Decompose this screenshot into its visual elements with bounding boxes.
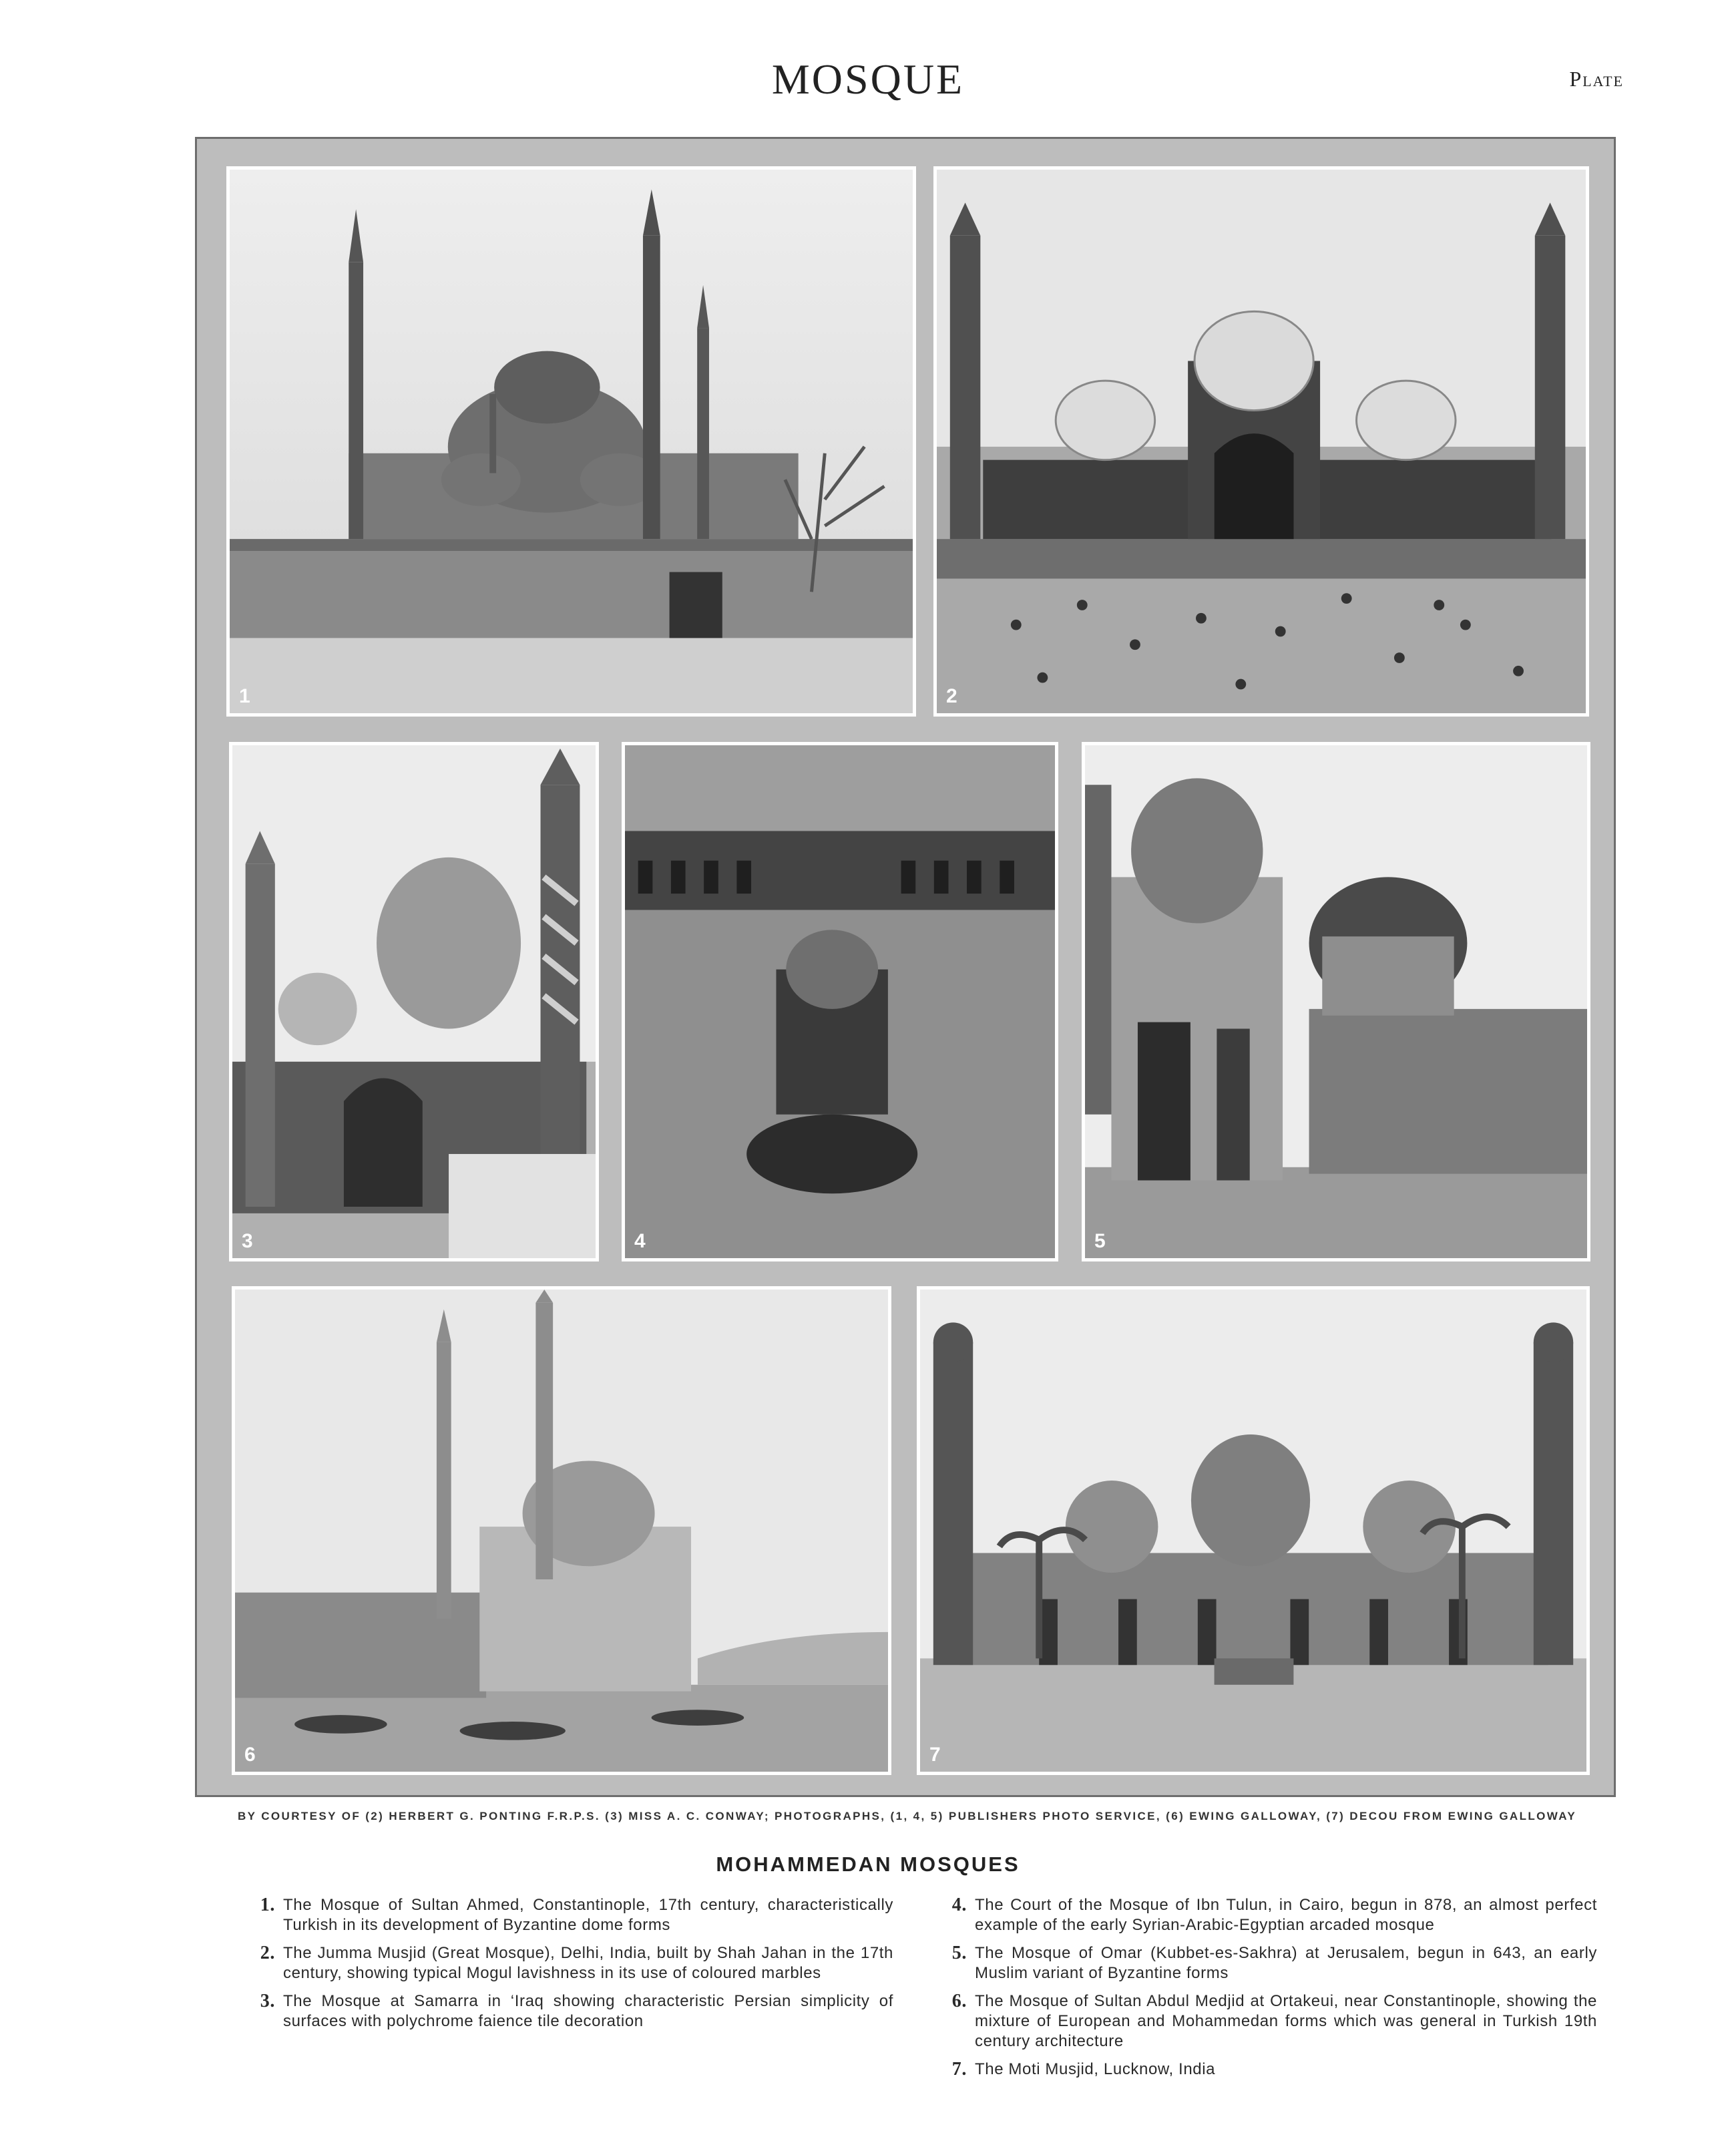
caption-text: The Mosque at Samarra in ‘Iraq showing characteristic Persian simplicity of surfaces with polychrome faience tile decoration (283, 1992, 893, 2030)
caption-text: The Mosque of Sultan Ahmed, Constantinople, 17th century, characteristically Turkish in its development of Byzantine dome forms (283, 1896, 893, 1934)
photo-number-7: 7 (929, 1744, 941, 1766)
photo-ibn-tulun-court (622, 742, 1058, 1261)
photo-jumma-musjid (933, 166, 1589, 717)
photo-samarra-mosque (229, 742, 599, 1261)
photo-credit-line: BY COURTESY OF (2) HERBERT G. PONTING F.R.P.S. (3) MISS A. C. CONWAY; PHOTOGRAPHS, (1, 4, 5) PUBLISHERS PHOTO SERVICE, (6) EWING GALLOWAY, (7) DECOU FROM EWING GALLOWAY (238, 1810, 1577, 1822)
photo-number-3: 3 (242, 1230, 253, 1252)
photo-number-6: 6 (244, 1744, 256, 1766)
caption-text: The Mosque of Omar (Kubbet-es-Sakhra) at Jerusalem, begun in 643, an early Muslim variant of Byzantine forms (975, 1944, 1597, 1982)
captions-left-column (238, 1895, 893, 2039)
caption-item (238, 1991, 893, 2031)
caption-number: 7. (951, 2059, 967, 2080)
caption-number: 6. (951, 1991, 967, 2011)
caption-number: 4. (951, 1895, 967, 1915)
photo-sultan-ahmed-mosque (226, 166, 916, 717)
plate-label: Plate (1569, 67, 1624, 91)
photo-mosque-of-omar (1082, 742, 1590, 1261)
photo-number-5: 5 (1094, 1230, 1106, 1252)
photo-plate-frame (195, 137, 1616, 1797)
caption-number: 2. (260, 1943, 275, 1963)
photo-number-2: 2 (946, 685, 957, 707)
caption-item (238, 1943, 893, 1983)
caption-number: 1. (260, 1895, 275, 1915)
caption-text: The Court of the Mosque of Ibn Tulun, in Cairo, begun in 878, an almost perfect example of the early Syrian-Arabic-Egyptian arcaded mosque (975, 1896, 1597, 1934)
caption-text: The Mosque of Sultan Abdul Medjid at Ortakeui, near Constantinople, showing the mixture of European and Mohammedan forms which was general in Turkish 19th century architecture (975, 1992, 1597, 2050)
caption-item (929, 1943, 1597, 1983)
section-title: MOHAMMEDAN MOSQUES (716, 1852, 1020, 1876)
caption-item (929, 1991, 1597, 2052)
photo-number-4: 4 (634, 1230, 646, 1252)
caption-item (929, 2060, 1597, 2080)
caption-item (238, 1895, 893, 1935)
caption-number: 5. (951, 1943, 967, 1963)
caption-text: The Jumma Musjid (Great Mosque), Delhi, India, built by Shah Jahan in the 17th century, showing typical Mogul lavishness in its use of coloured marbles (283, 1944, 893, 1982)
caption-text: The Moti Musjid, Lucknow, India (975, 2060, 1216, 2078)
captions-right-column (929, 1895, 1597, 2088)
caption-item (929, 1895, 1597, 1935)
caption-number: 3. (260, 1991, 275, 2011)
page-title: MOSQUE (771, 55, 965, 103)
photo-ortakeui-mosque (232, 1286, 891, 1775)
photo-number-1: 1 (239, 685, 250, 707)
photo-moti-musjid (917, 1286, 1590, 1775)
